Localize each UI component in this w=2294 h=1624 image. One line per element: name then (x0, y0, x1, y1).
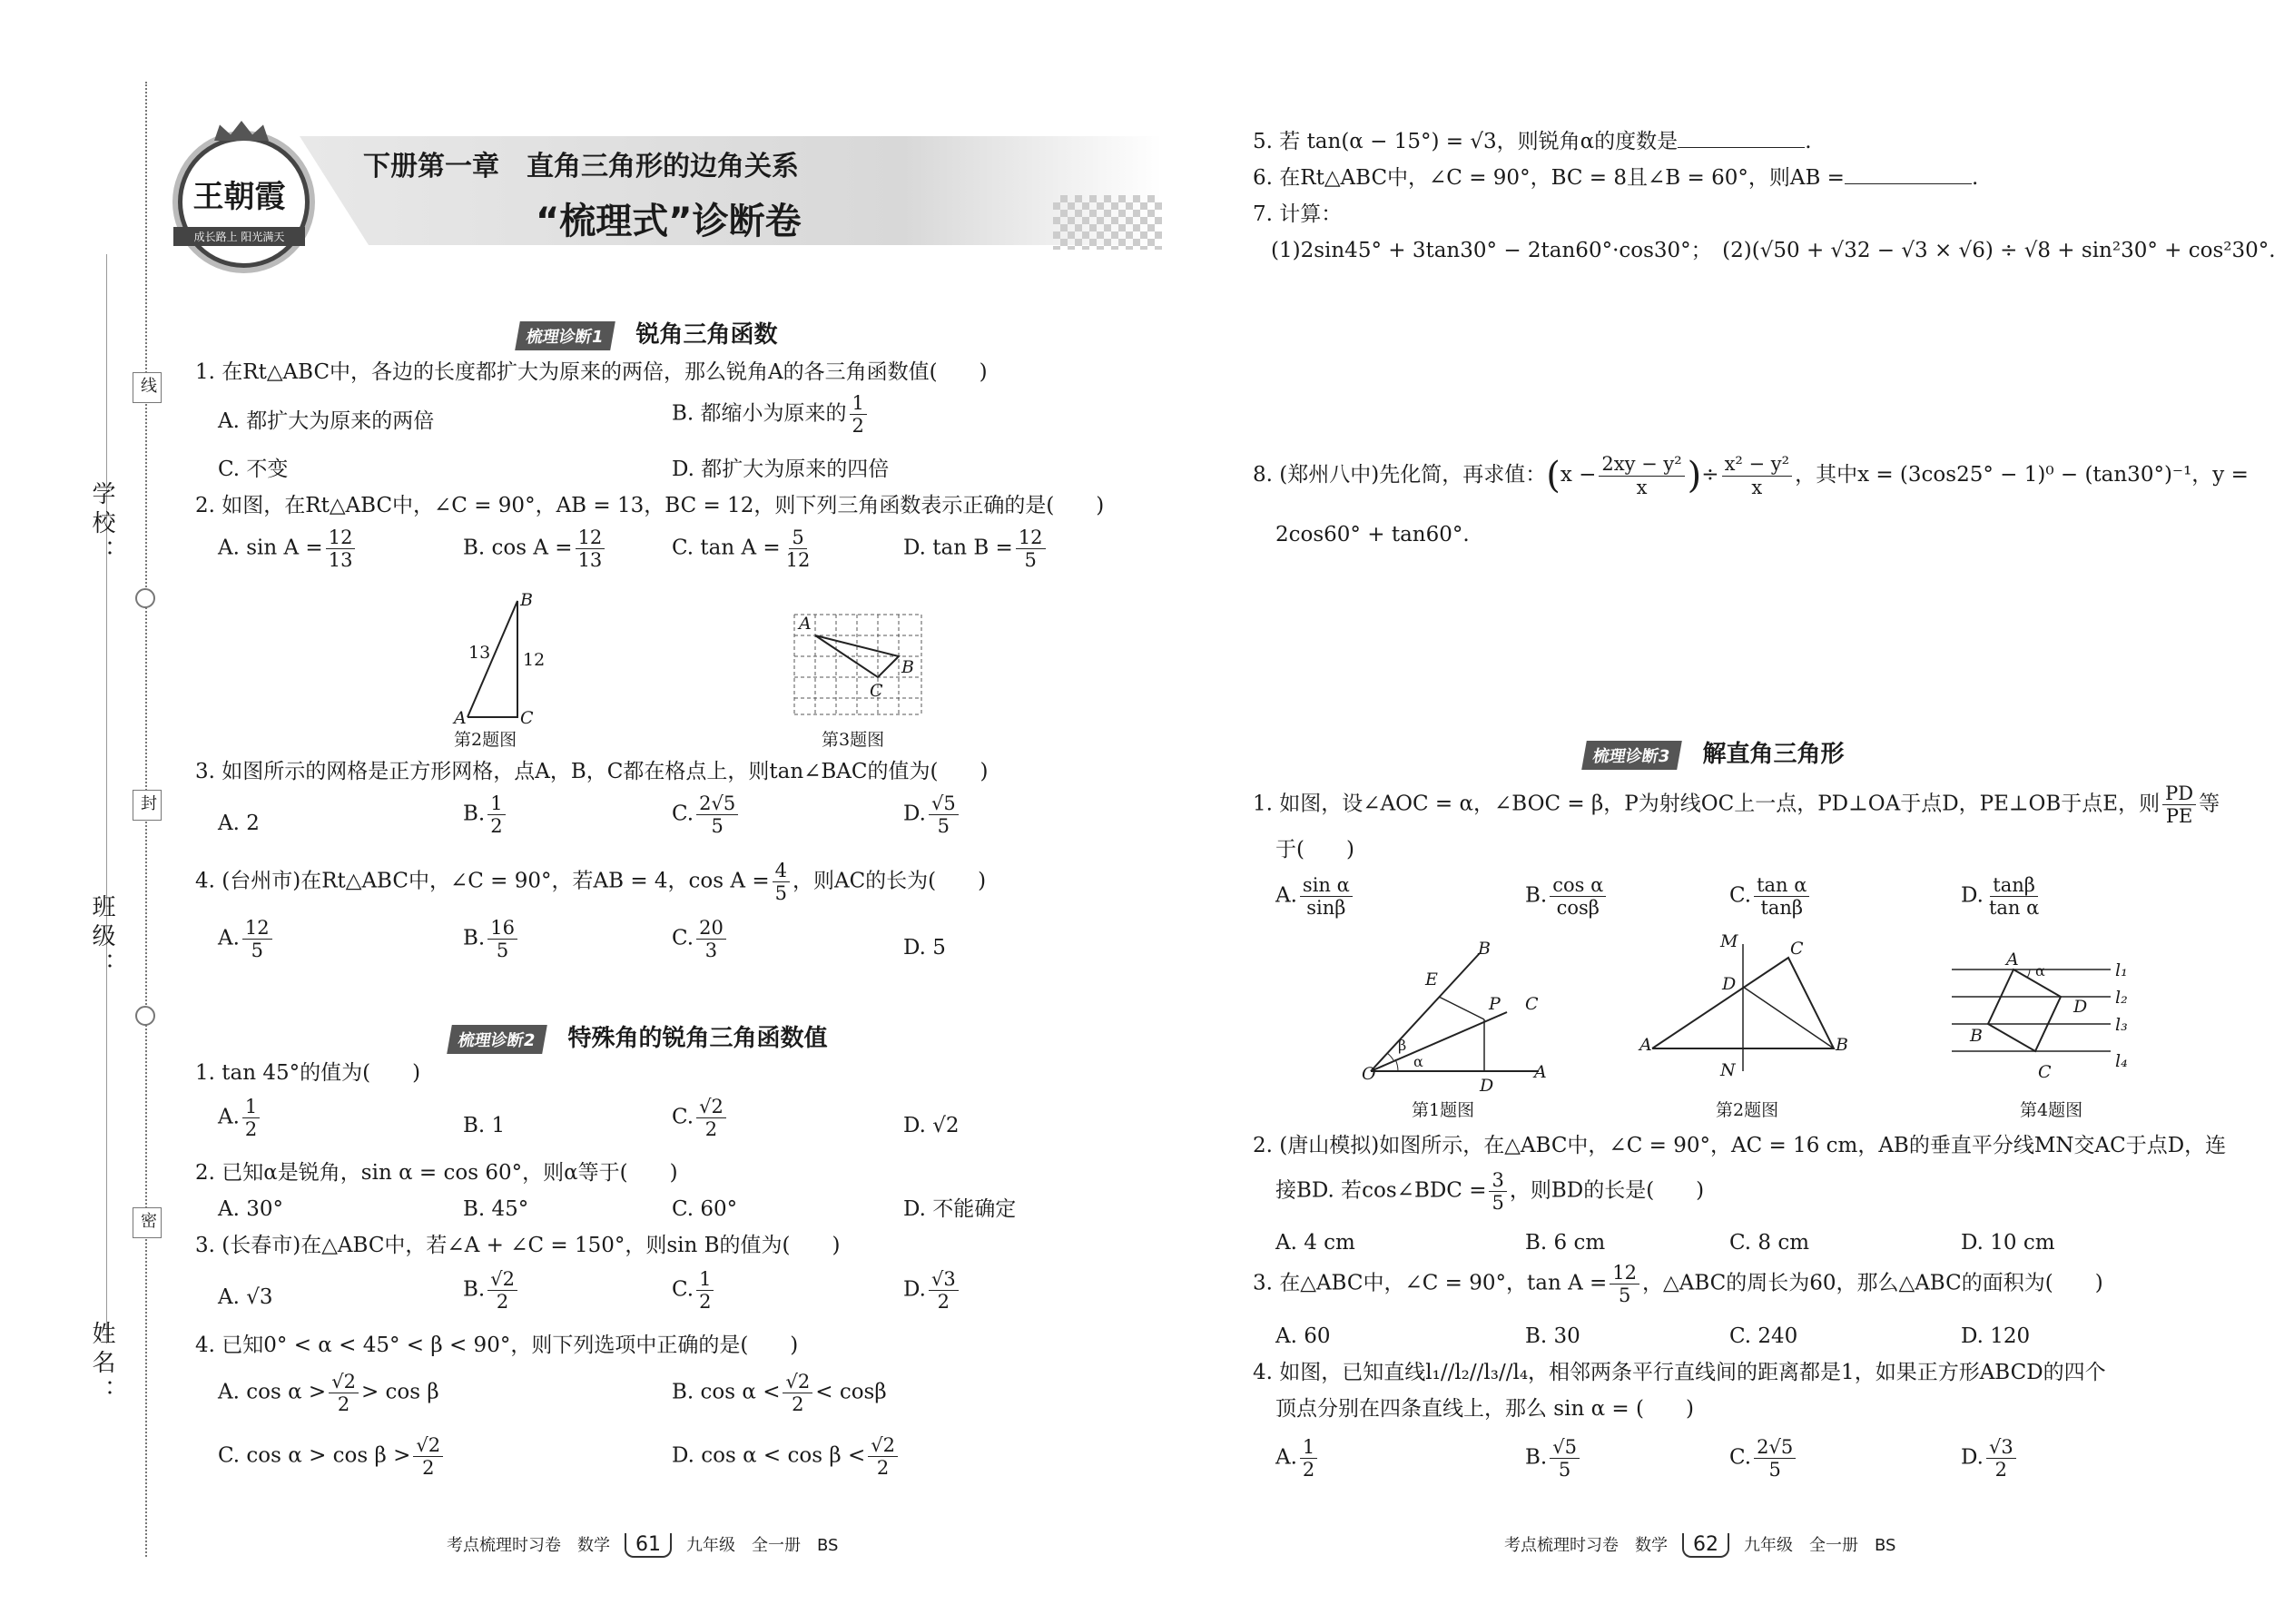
s3q3-stem: 3. 在△ABC中，∠C = 90°，tan A = $\frac{12}{5}$ ，△ABC的周长为60，那么△ABC的面积为( ) (1253, 1262, 2103, 1307)
class-field[interactable] (103, 690, 104, 881)
s1q4-option-b[interactable]: B. $\frac{16}{5}$ (463, 917, 520, 961)
s2q2-option-b[interactable]: B. 45° (463, 1197, 529, 1221)
fig3-label-c: C (870, 681, 883, 701)
school-label: 学校： (88, 481, 115, 568)
s1q3-option-a[interactable]: A. 2 (218, 812, 260, 835)
figr2-label-b: B (1836, 1035, 1848, 1055)
s3q2-option-c[interactable]: C. 8 cm (1729, 1231, 1810, 1255)
s1q1-option-b-text: B. 都缩小为原来的 (672, 401, 847, 426)
name-label: 姓名： (88, 1321, 115, 1408)
r5-stem: 5. 若 tan(α − 15°) = √3，则锐角α的度数是 . (1253, 130, 1812, 153)
figure-r1-angle (1362, 944, 1552, 1089)
footer-right: 考点梳理时习卷 数学 62 九年级 全一册 BS (1504, 1533, 1896, 1556)
s2q4-option-b[interactable]: B. cos α < $\frac{√2}{2}$ < cosβ (672, 1371, 887, 1416)
binding-mark-mi: 密 (133, 1207, 162, 1238)
fig3-label-a: A (799, 614, 812, 634)
s3q4-option-a[interactable]: A. $\frac{1}{2}$ (1275, 1436, 1320, 1481)
s2q3-option-a[interactable]: A. √3 (218, 1285, 273, 1309)
header-checker (1053, 195, 1162, 250)
fig2-label-b: B (520, 590, 533, 610)
figr4-label-d: D (2073, 997, 2088, 1017)
school-field[interactable] (103, 259, 104, 468)
s2q1-option-d[interactable]: D. √2 (903, 1114, 960, 1137)
s1q2-option-a[interactable]: A. sin A = $\frac{12}{13}$ (218, 527, 358, 571)
s2q4-option-d[interactable]: D. cos α < cos β < $\frac{√2}{2}$ (672, 1434, 901, 1479)
s1q1-stem: 1. 在Rt△ABC中，各边的长度都扩大为原来的两倍，那么锐角A的各三角函数值( ) (195, 360, 988, 384)
figure-r2-triangle (1634, 935, 1852, 1080)
s3q1-stem: 1. 如图，设∠AOC = α，∠BOC = β，P为射线OC上一点，PD⊥OA于点D，PE⊥OB于点E，则 $\frac{PD}{PE}$ 等 (1253, 782, 2220, 828)
section-2-heading (449, 1019, 828, 1054)
s3q1-stem-2: 于( ) (1275, 838, 1354, 861)
fig3-caption: 第3题图 (822, 730, 885, 750)
figr4-label-l3: l₃ (2115, 1015, 2128, 1035)
binding-ornament (135, 588, 155, 608)
s2q2-stem: 2. 已知α是锐角，sin α = cos 60°，则α等于( ) (195, 1161, 678, 1185)
fig2-label-a: A (454, 708, 467, 728)
figr1-label-p: P (1489, 994, 1501, 1014)
class-label: 班级： (88, 894, 115, 981)
s1q3-option-c[interactable]: C. $\frac{2√5}{5}$ (672, 792, 741, 837)
s3q4-option-c[interactable]: C. $\frac{2√5}{5}$ (1729, 1436, 1798, 1481)
section-3-tag: 梳理诊断3 (1581, 741, 1681, 770)
section-1-heading (517, 316, 778, 350)
s2q4-option-c[interactable]: C. cos α > cos β > $\frac{√2}{2}$ (218, 1434, 446, 1479)
figr1-label-d: D (1480, 1076, 1494, 1096)
s2q3-option-c[interactable]: C. $\frac{1}{2}$ (672, 1268, 716, 1313)
binding-ornament (135, 1006, 155, 1026)
s3q2-option-b[interactable]: B. 6 cm (1525, 1231, 1606, 1255)
section-1-title: 锐角三角函数 (635, 321, 778, 349)
s1q3-option-b[interactable]: B. $\frac{1}{2}$ (463, 792, 508, 837)
s1q4-option-a[interactable]: A. $\frac{12}{5}$ (218, 917, 275, 961)
r7-sub: (1)2sin45° + 3tan30° − 2tan60°·cos30°； (2)(√50 + √32 − √3 × √6) ÷ √8 + sin²30° + cos²30°. (1271, 239, 2276, 262)
fig2-label-c: C (520, 708, 534, 728)
figr2-caption: 第2题图 (1716, 1100, 1779, 1120)
s1q1-option-d[interactable]: D. 都扩大为原来的四倍 (672, 458, 890, 481)
s1q1-option-b[interactable] (672, 392, 870, 437)
figr1-label-a: A (1534, 1062, 1547, 1082)
section-3-heading (1584, 735, 1845, 770)
s2q2-option-c[interactable]: C. 60° (672, 1197, 738, 1221)
footer-left: 考点梳理时习卷 数学 61 九年级 全一册 BS (447, 1533, 839, 1556)
s2q4-option-a[interactable]: A. cos α > $\frac{√2}{2}$ > cos β (218, 1371, 439, 1416)
s3q3-option-b[interactable]: B. 30 (1525, 1324, 1580, 1348)
figr1-label-e: E (1425, 969, 1438, 989)
figr4-label-b: B (1970, 1026, 1983, 1046)
section-2-title: 特殊角的锐角三角函数值 (567, 1025, 828, 1052)
figr1-label-beta: β (1398, 1037, 1407, 1054)
s1q4-option-d[interactable]: D. 5 (903, 936, 946, 960)
r8-stem: 8. (郑州八中)先化简，再求值：(x − $\frac{\text{2xy − y²}}{x}$ )÷ $\frac{\text{x² − y²}}{x}$ ，其中x = (3cos25° − 1)⁰ − (tan30°)⁻¹，y = (1253, 453, 2249, 498)
s3q2-stem-2: 接BD. 若cos∠BDC = $\frac{3}{5}$ ，则BD的长是( ) (1275, 1169, 1705, 1215)
s2q1-stem: 1. tan 45°的值为( ) (195, 1061, 421, 1085)
figr2-label-c: C (1790, 939, 1804, 959)
s1q3-stem: 3. 如图所示的网格是正方形网格，点A，B，C都在格点上，则tan∠BAC的值为( ) (195, 760, 989, 783)
s3q2-stem: 2. (唐山模拟)如图所示，在△ABC中，∠C = 90°，AC = 16 cm，AB的垂直平分线MN交AC于点D，连 (1253, 1134, 2227, 1157)
s1q2-option-d[interactable]: D. tan B = $\frac{12}{5}$ (903, 527, 1049, 571)
page-number: 61 (625, 1533, 672, 1558)
s3q4-stem-2: 顶点分别在四条直线上，那么 sin α = ( ) (1275, 1397, 1694, 1421)
r5-answer-blank[interactable] (1678, 131, 1805, 148)
figr4-label-c: C (2038, 1062, 2052, 1082)
s3q2-option-a[interactable]: A. 4 cm (1275, 1231, 1355, 1255)
s2q3-stem: 3. (长春市)在△ABC中，若∠A + ∠C = 150°，则sin B的值为( ) (195, 1234, 841, 1257)
figr1-caption: 第1题图 (1412, 1100, 1475, 1120)
s1q4-option-c[interactable]: C. $\frac{20}{3}$ (672, 917, 729, 961)
page-title: “梳理式”诊断卷 (536, 201, 802, 242)
r6-stem: 6. 在Rt△ABC中，∠C = 90°，BC = 8且∠B = 60°，则AB = . (1253, 166, 1979, 190)
figr4-label-alpha: α (2035, 962, 2045, 979)
s2q3-option-d[interactable]: D. $\frac{√3}{2}$ (903, 1268, 961, 1313)
figr1-label-b: B (1478, 939, 1491, 959)
s2q1-option-c[interactable]: C. $\frac{√2}{2}$ (672, 1096, 729, 1140)
figr1-label-alpha: α (1413, 1053, 1423, 1070)
figr4-label-a: A (2006, 950, 2019, 969)
figr1-label-o: O (1362, 1064, 1376, 1084)
s2q4-stem: 4. 已知0° < α < 45° < β < 90°，则下列选项中正确的是( ) (195, 1334, 799, 1357)
s3q1-option-d[interactable]: D. $\frac{\tan\beta}{\text{tan α}}$ (1961, 874, 2040, 920)
s3q1-option-b[interactable]: B. $\frac{\text{cos α}}{\cos\beta}$ (1525, 874, 1609, 919)
figure-r4-parallel-lines (1943, 953, 2124, 1089)
s1q1-option-a[interactable]: A. 都扩大为原来的两倍 (218, 409, 435, 433)
figr4-label-l4: l₄ (2115, 1051, 2128, 1071)
s3q3-option-a[interactable]: A. 60 (1275, 1324, 1331, 1348)
figr2-label-n: N (1720, 1060, 1736, 1080)
figr1-label-c: C (1525, 994, 1539, 1014)
r7-stem: 7. 计算： (1253, 202, 1343, 226)
s3q4-option-b[interactable]: B. $\frac{√5}{5}$ (1525, 1436, 1582, 1481)
r6-answer-blank[interactable] (1845, 167, 1972, 184)
section-2-tag: 梳理诊断2 (447, 1025, 546, 1054)
fig3-label-b: B (901, 657, 914, 677)
section-3-title: 解直角三角形 (1702, 741, 1845, 768)
figr4-label-l1: l₁ (2115, 960, 2128, 980)
s1q4-stem: 4. (台州市)在Rt△ABC中，∠C = 90°，若AB = 4，cos A = $\frac{4}{5}$ ，则AC的长为( ) (195, 860, 987, 905)
binding-solid-line (106, 254, 107, 1343)
s1q2-option-b[interactable]: B. cos A = $\frac{12}{13}$ (463, 527, 607, 571)
chapter-title: 下册第一章 直角三角形的边角关系 (363, 151, 799, 182)
logo-badge (178, 136, 310, 268)
logo-crown-icon (214, 121, 269, 141)
binding-mark-xian: 线 (133, 372, 162, 403)
s1q2-option-c[interactable]: C. tan A = $\frac{5}{12}$ (672, 527, 811, 572)
s3q3-option-c[interactable]: C. 240 (1729, 1324, 1798, 1348)
s2q1-option-b[interactable]: B. 1 (463, 1114, 506, 1137)
r8-line2: 2cos60° + tan60°. (1275, 523, 1470, 546)
name-field[interactable] (103, 1121, 104, 1303)
s3q2-option-d[interactable]: D. 10 cm (1961, 1231, 2055, 1255)
s2q2-option-a[interactable]: A. 30° (218, 1197, 283, 1221)
figr2-label-d: D (1722, 974, 1737, 994)
logo-slogan: 成长路上 阳光满天 (173, 227, 305, 246)
fraction: $\frac{1}{2}$ (850, 392, 867, 437)
s2q3-option-b[interactable]: B. $\frac{√2}{2}$ (463, 1268, 520, 1313)
fig2-caption: 第2题图 (454, 730, 517, 750)
s3q4-option-d[interactable]: D. $\frac{√3}{2}$ (1961, 1436, 2019, 1481)
s3q4-stem: 4. 如图，已知直线l₁//l₂//l₃//l₄，相邻两条平行直线间的距离都是1，如果正方形ABCD的四个 (1253, 1361, 2106, 1384)
s1q1-option-c[interactable]: C. 不变 (218, 458, 289, 481)
s2q2-option-d[interactable]: D. 不能确定 (903, 1197, 1017, 1221)
binding-mark-feng: 封 (133, 790, 162, 821)
section-1-tag: 梳理诊断1 (515, 321, 615, 350)
s3q1-option-c[interactable]: C. $\frac{\text{tan α}}{\tan\beta}$ (1729, 874, 1812, 919)
figr4-label-l2: l₂ (2115, 988, 2128, 1008)
fig2-label-ab: 13 (468, 643, 491, 663)
s3q1-option-a[interactable]: A. $\frac{\text{sin α}}{\sin\beta}$ (1275, 874, 1355, 919)
figr2-label-a: A (1639, 1035, 1652, 1055)
fig2-label-bc: 12 (523, 650, 546, 670)
page-number: 62 (1682, 1533, 1729, 1558)
figr2-label-m: M (1720, 931, 1738, 951)
s2q1-option-a[interactable]: A. $\frac{1}{2}$ (218, 1096, 262, 1140)
s3q3-option-d[interactable]: D. 120 (1961, 1324, 2031, 1348)
logo-text: 王朝霞 (192, 179, 286, 215)
s1q2-stem: 2. 如图，在Rt△ABC中，∠C = 90°，AB = 13，BC = 12，则下列三角函数表示正确的是( ) (195, 494, 1105, 517)
figr4-caption: 第4题图 (2020, 1100, 2083, 1120)
s1q3-option-d[interactable]: D. $\frac{√5}{5}$ (903, 792, 961, 837)
